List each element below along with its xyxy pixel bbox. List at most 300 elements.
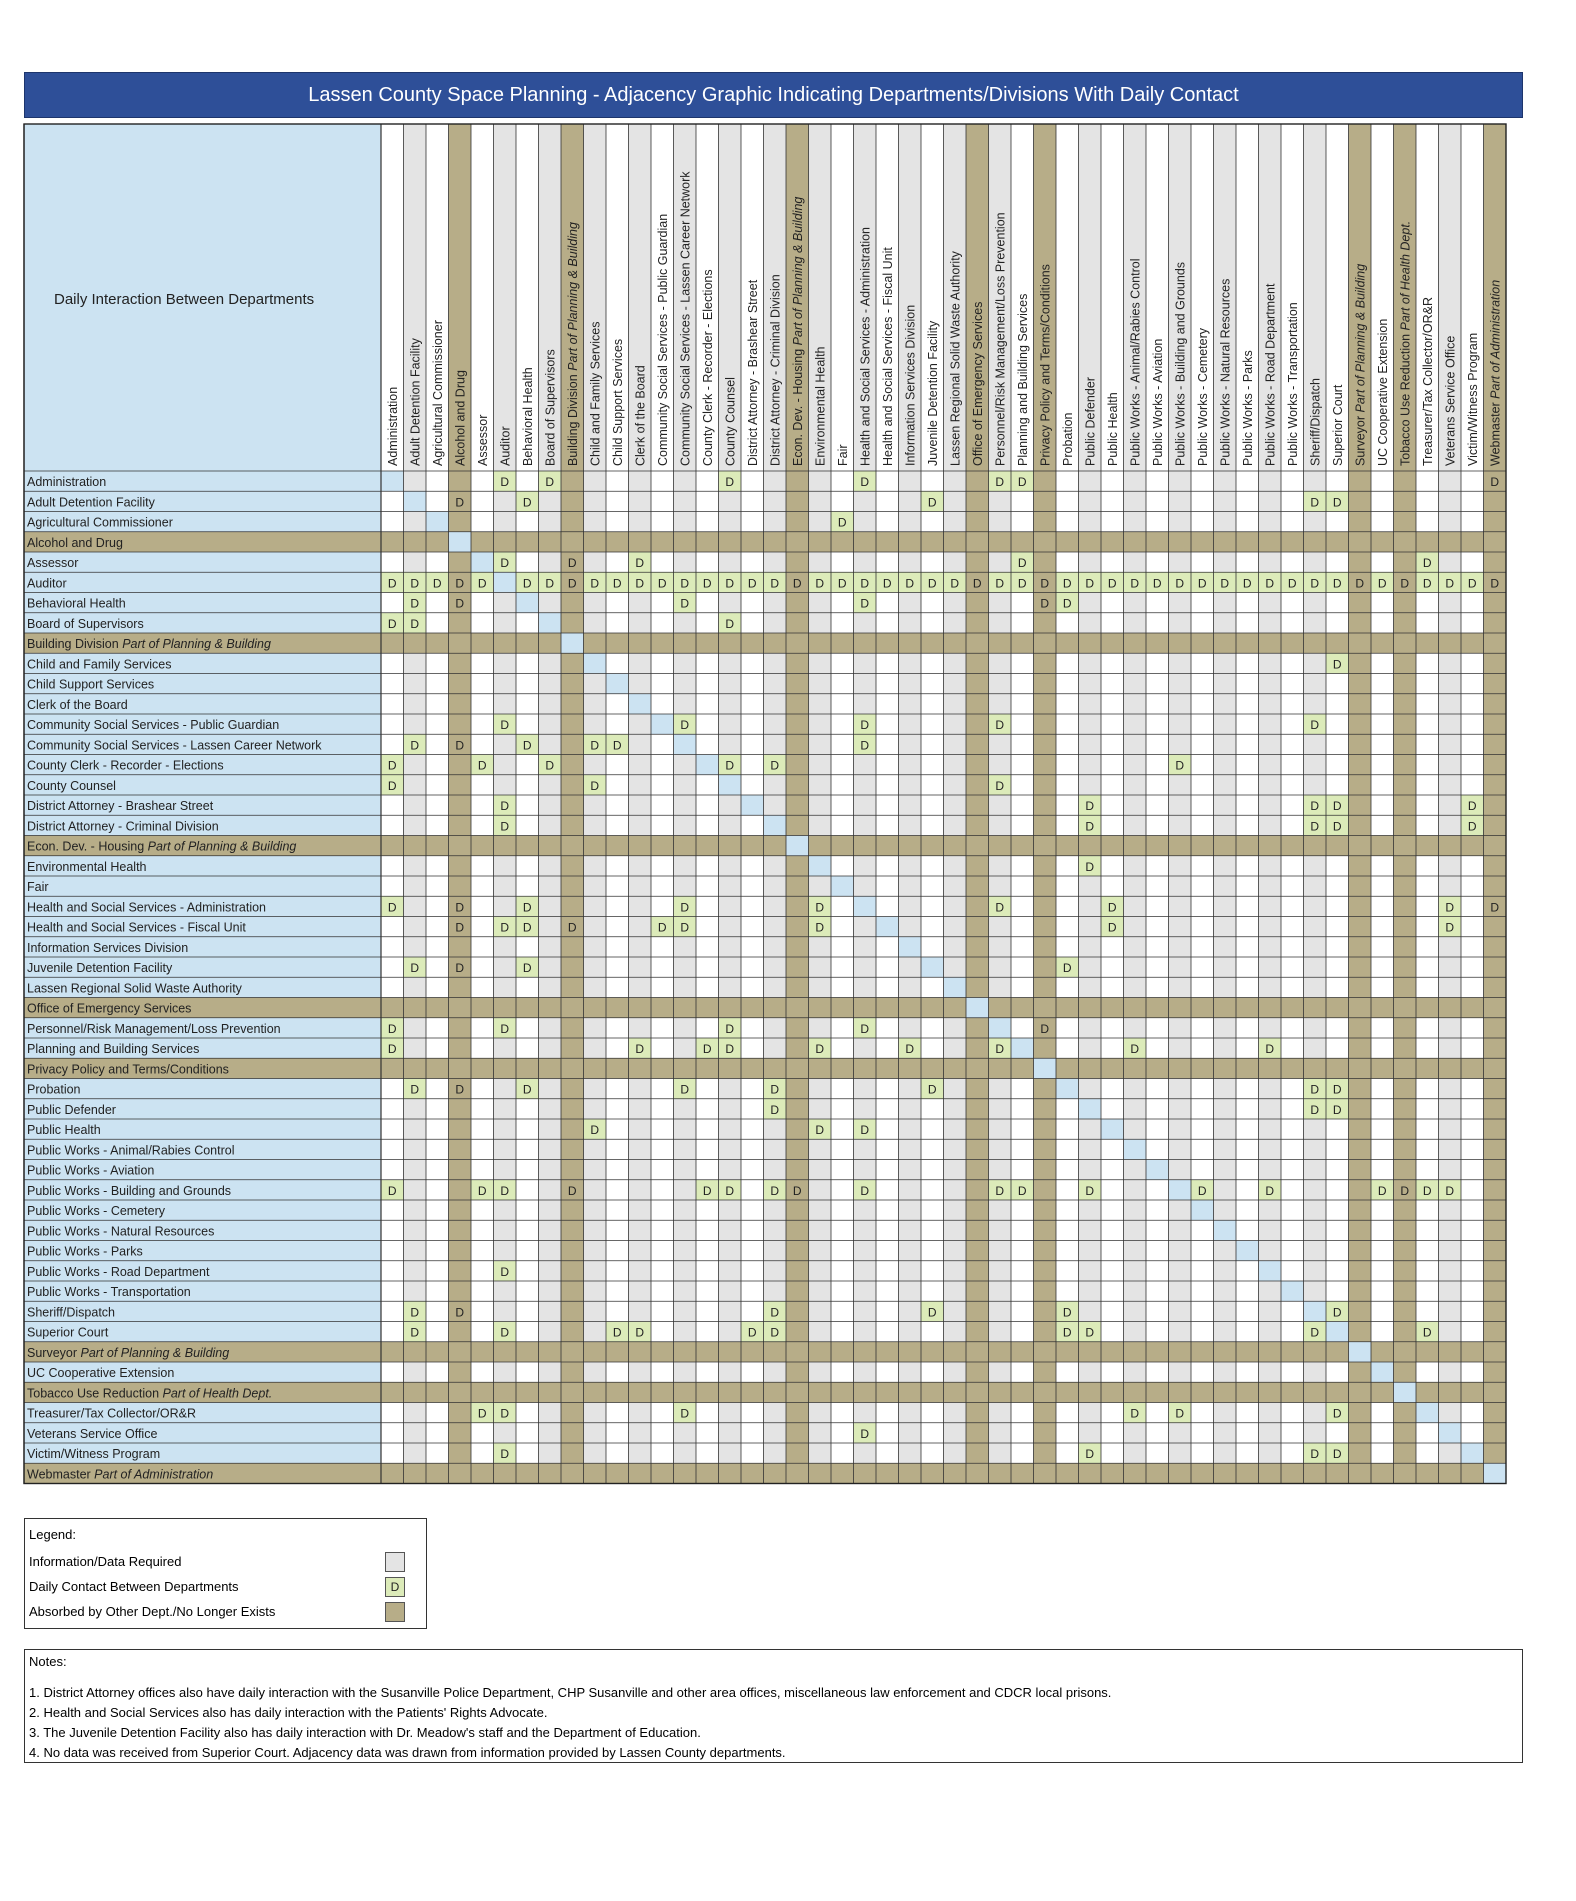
matrix-cell — [1349, 1058, 1372, 1078]
matrix-cell — [606, 512, 629, 532]
daily-contact-mark: D — [860, 1123, 870, 1137]
daily-contact-mark: D — [1017, 576, 1027, 591]
matrix-cell — [1281, 694, 1304, 714]
daily-contact-mark: D — [1085, 1447, 1095, 1461]
matrix-cell — [764, 795, 787, 815]
matrix-cell — [899, 1058, 922, 1078]
row-header-label: Public Health — [27, 1123, 101, 1137]
row-header-label: Building Division Part of Planning & Building — [27, 637, 271, 651]
daily-contact-mark: D — [500, 1264, 510, 1279]
matrix-cell — [764, 1038, 787, 1058]
legend-label: Information/Data Required — [29, 1554, 182, 1569]
matrix-cell — [989, 1200, 1012, 1220]
matrix-cell — [1349, 998, 1372, 1018]
col-header-label: Adult Detention Facility — [408, 338, 423, 466]
matrix-cell — [809, 613, 832, 633]
matrix-cell — [381, 1281, 404, 1301]
matrix-cell — [651, 613, 674, 633]
matrix-cell — [1101, 1241, 1124, 1261]
matrix-cell — [516, 937, 539, 957]
matrix-cell — [1439, 1079, 1462, 1099]
matrix-cell — [1079, 1079, 1102, 1099]
matrix-cell — [989, 1261, 1012, 1281]
matrix-cell — [561, 1200, 584, 1220]
matrix-cell — [1461, 896, 1484, 916]
matrix-cell — [1079, 977, 1102, 997]
matrix-cell — [1461, 1038, 1484, 1058]
matrix-cell — [1124, 1342, 1147, 1362]
matrix-cell — [944, 714, 967, 734]
matrix-cell — [899, 1382, 922, 1402]
matrix-cell — [1034, 1038, 1057, 1058]
matrix-cell — [1484, 1342, 1507, 1362]
matrix-cell — [1281, 471, 1304, 491]
matrix-cell — [381, 1423, 404, 1443]
matrix-cell — [1326, 998, 1349, 1018]
matrix-cell — [494, 755, 517, 775]
matrix-cell — [539, 633, 562, 653]
matrix-cell — [1034, 512, 1057, 532]
matrix-cell — [1236, 674, 1259, 694]
matrix-cell — [719, 593, 742, 613]
matrix-cell — [1439, 471, 1462, 491]
matrix-cell — [1191, 512, 1214, 532]
matrix-cell — [1214, 1139, 1237, 1159]
matrix-cell — [561, 1362, 584, 1382]
matrix-cell — [449, 1099, 472, 1119]
matrix-cell — [1484, 815, 1507, 835]
matrix-cell — [584, 653, 607, 673]
matrix-cell — [876, 856, 899, 876]
matrix-cell — [1281, 1220, 1304, 1240]
matrix-cell — [1371, 593, 1394, 613]
matrix-cell — [539, 1038, 562, 1058]
daily-contact-mark: D — [860, 1426, 870, 1441]
matrix-cell — [876, 1301, 899, 1321]
row-header-label: County Counsel — [27, 778, 116, 793]
matrix-cell — [1191, 613, 1214, 633]
matrix-cell — [1394, 836, 1417, 856]
matrix-cell — [1281, 593, 1304, 613]
matrix-cell — [966, 1200, 989, 1220]
col-header-label: County Counsel — [723, 377, 738, 466]
matrix-cell — [561, 795, 584, 815]
matrix-cell — [696, 856, 719, 876]
matrix-cell — [1056, 1119, 1079, 1139]
matrix-cell — [674, 775, 697, 795]
matrix-cell — [1461, 1180, 1484, 1200]
matrix-cell — [1214, 674, 1237, 694]
matrix-cell — [426, 1058, 449, 1078]
matrix-cell — [584, 613, 607, 633]
matrix-cell — [539, 593, 562, 613]
matrix-cell — [1326, 876, 1349, 896]
matrix-cell — [516, 755, 539, 775]
matrix-cell — [921, 1018, 944, 1038]
matrix-cell — [1371, 1139, 1394, 1159]
matrix-cell — [404, 876, 427, 896]
matrix-cell — [1259, 1463, 1282, 1483]
matrix-cell — [719, 653, 742, 673]
matrix-cell — [606, 1180, 629, 1200]
matrix-cell — [539, 512, 562, 532]
matrix-cell — [1236, 1139, 1259, 1159]
matrix-cell — [786, 674, 809, 694]
matrix-cell — [1281, 653, 1304, 673]
matrix-cell — [449, 795, 472, 815]
col-header-label: Webmaster Part of Administration — [1488, 279, 1503, 466]
col-header-label: Public Works - Road Department — [1263, 283, 1278, 466]
daily-contact-mark: D — [860, 576, 870, 591]
matrix-cell — [516, 1099, 539, 1119]
matrix-cell — [1101, 491, 1124, 511]
matrix-cell — [516, 1281, 539, 1301]
matrix-cell — [786, 1139, 809, 1159]
matrix-cell — [831, 491, 854, 511]
matrix-cell — [809, 552, 832, 572]
matrix-cell — [1034, 694, 1057, 714]
matrix-cell — [404, 674, 427, 694]
matrix-cell — [1371, 795, 1394, 815]
daily-contact-mark: D — [770, 1082, 780, 1097]
matrix-cell — [1439, 937, 1462, 957]
matrix-cell — [1079, 1342, 1102, 1362]
daily-contact-mark: D — [1175, 1406, 1185, 1421]
matrix-cell — [1236, 532, 1259, 552]
matrix-cell — [696, 1362, 719, 1382]
matrix-cell — [1214, 755, 1237, 775]
matrix-cell — [584, 1139, 607, 1159]
matrix-cell — [786, 1038, 809, 1058]
matrix-cell — [629, 1423, 652, 1443]
matrix-cell — [1394, 734, 1417, 754]
matrix-cell — [1484, 1038, 1507, 1058]
matrix-cell — [944, 633, 967, 653]
matrix-cell — [1146, 876, 1169, 896]
matrix-cell — [1079, 1261, 1102, 1281]
matrix-cell — [1034, 977, 1057, 997]
matrix-cell — [1146, 1463, 1169, 1483]
matrix-cell — [1259, 1200, 1282, 1220]
matrix-cell — [696, 815, 719, 835]
daily-contact-mark: D — [1085, 819, 1095, 834]
matrix-cell — [381, 856, 404, 876]
matrix-cell — [1124, 896, 1147, 916]
matrix-cell — [764, 552, 787, 572]
matrix-cell — [1416, 1403, 1439, 1423]
matrix-cell — [381, 957, 404, 977]
daily-contact-mark: D — [1310, 495, 1320, 510]
matrix-cell — [381, 593, 404, 613]
matrix-cell — [1011, 1261, 1034, 1281]
matrix-cell — [809, 1342, 832, 1362]
matrix-cell — [696, 998, 719, 1018]
matrix-cell — [584, 815, 607, 835]
matrix-cell — [1394, 1160, 1417, 1180]
matrix-cell — [809, 1382, 832, 1402]
matrix-cell — [876, 1382, 899, 1402]
matrix-cell — [449, 856, 472, 876]
matrix-cell — [381, 552, 404, 572]
daily-contact-mark: D — [995, 1042, 1005, 1056]
matrix-cell — [764, 917, 787, 937]
matrix-cell — [1416, 532, 1439, 552]
matrix-cell — [1101, 613, 1124, 633]
matrix-cell — [899, 593, 922, 613]
matrix-cell — [764, 1443, 787, 1463]
legend-item-daily — [29, 1576, 419, 1598]
matrix-cell — [1304, 977, 1327, 997]
matrix-cell — [899, 775, 922, 795]
matrix-cell — [404, 1139, 427, 1159]
matrix-cell — [1416, 795, 1439, 815]
matrix-cell — [786, 1261, 809, 1281]
matrix-cell — [426, 674, 449, 694]
matrix-cell — [1214, 1099, 1237, 1119]
matrix-cell — [449, 1160, 472, 1180]
matrix-cell — [1079, 1220, 1102, 1240]
matrix-cell — [1281, 755, 1304, 775]
matrix-cell — [584, 836, 607, 856]
matrix-cell — [1461, 532, 1484, 552]
matrix-cell — [854, 1463, 877, 1483]
matrix-cell — [426, 613, 449, 633]
daily-contact-mark: D — [635, 576, 645, 591]
matrix-cell — [831, 1241, 854, 1261]
matrix-cell — [854, 1079, 877, 1099]
matrix-cell — [1214, 653, 1237, 673]
matrix-cell — [494, 633, 517, 653]
matrix-cell — [516, 1200, 539, 1220]
matrix-cell — [854, 1160, 877, 1180]
matrix-cell — [944, 775, 967, 795]
matrix-cell — [1124, 674, 1147, 694]
matrix-cell — [1169, 714, 1192, 734]
daily-contact-mark: D — [770, 1183, 780, 1198]
matrix-cell — [1101, 1119, 1124, 1139]
matrix-cell — [786, 1301, 809, 1321]
matrix-cell — [696, 775, 719, 795]
matrix-cell — [876, 1160, 899, 1180]
matrix-cell — [449, 1443, 472, 1463]
matrix-cell — [516, 856, 539, 876]
matrix-cell — [809, 957, 832, 977]
matrix-cell — [471, 1301, 494, 1321]
matrix-cell — [1101, 1261, 1124, 1281]
row-header-label: Environmental Health — [27, 859, 147, 874]
matrix-cell — [899, 1403, 922, 1423]
matrix-cell — [944, 836, 967, 856]
matrix-cell — [831, 734, 854, 754]
matrix-cell — [629, 1443, 652, 1463]
matrix-cell — [606, 1281, 629, 1301]
matrix-cell — [1191, 1342, 1214, 1362]
matrix-cell — [1079, 1200, 1102, 1220]
matrix-cell — [876, 836, 899, 856]
legend-title: Legend: — [29, 1527, 76, 1542]
matrix-cell — [966, 1423, 989, 1443]
matrix-cell — [516, 1403, 539, 1423]
matrix-cell — [1281, 1099, 1304, 1119]
daily-contact-mark: D — [455, 596, 465, 611]
matrix-cell — [1484, 1160, 1507, 1180]
row-header-label: Econ. Dev. - Housing Part of Planning & Building — [27, 839, 297, 854]
matrix-cell — [381, 734, 404, 754]
matrix-cell — [651, 957, 674, 977]
matrix-cell — [1349, 1261, 1372, 1281]
matrix-cell — [809, 674, 832, 694]
matrix-cell — [1056, 694, 1079, 714]
matrix-cell — [1011, 1281, 1034, 1301]
row-header-label: Public Works - Road Department — [27, 1264, 210, 1279]
matrix-cell — [944, 1099, 967, 1119]
matrix-cell — [921, 532, 944, 552]
daily-contact-mark: D — [1490, 900, 1500, 915]
matrix-cell — [651, 593, 674, 613]
matrix-cell — [696, 896, 719, 916]
matrix-cell — [921, 1261, 944, 1281]
matrix-cell — [1146, 1160, 1169, 1180]
matrix-cell — [1214, 815, 1237, 835]
matrix-cell — [606, 491, 629, 511]
matrix-cell — [764, 836, 787, 856]
matrix-cell — [1484, 734, 1507, 754]
daily-contact-mark: D — [567, 556, 577, 570]
matrix-cell — [876, 1443, 899, 1463]
matrix-cell — [606, 1139, 629, 1159]
matrix-cell — [921, 1160, 944, 1180]
matrix-cell — [1101, 471, 1124, 491]
matrix-cell — [1214, 1160, 1237, 1180]
matrix-cell — [516, 1362, 539, 1382]
matrix-cell — [674, 633, 697, 653]
matrix-cell — [786, 532, 809, 552]
matrix-cell — [426, 836, 449, 856]
matrix-cell — [1349, 593, 1372, 613]
matrix-cell — [1124, 1423, 1147, 1443]
matrix-cell — [1079, 876, 1102, 896]
matrix-cell — [629, 633, 652, 653]
col-header-label: District Attorney - Brashear Street — [745, 279, 760, 466]
matrix-cell — [899, 1119, 922, 1139]
daily-contact-mark: D — [500, 1406, 510, 1421]
matrix-cell — [1034, 998, 1057, 1018]
matrix-cell — [944, 1200, 967, 1220]
matrix-cell — [741, 1200, 764, 1220]
matrix-cell — [449, 1139, 472, 1159]
matrix-cell — [1011, 755, 1034, 775]
matrix-cell — [1304, 836, 1327, 856]
matrix-cell — [1236, 957, 1259, 977]
matrix-cell — [719, 1362, 742, 1382]
matrix-cell — [516, 1382, 539, 1402]
matrix-cell — [1236, 1220, 1259, 1240]
matrix-cell — [584, 1058, 607, 1078]
matrix-cell — [1236, 1423, 1259, 1443]
matrix-cell — [1079, 1119, 1102, 1139]
matrix-cell — [966, 1322, 989, 1342]
daily-contact-mark: D — [500, 1183, 510, 1198]
matrix-cell — [876, 815, 899, 835]
matrix-cell — [1079, 471, 1102, 491]
matrix-cell — [944, 1403, 967, 1423]
legend — [24, 1518, 427, 1629]
matrix-cell — [1034, 1180, 1057, 1200]
matrix-cell — [1281, 1342, 1304, 1362]
daily-contact-mark: D — [612, 576, 622, 591]
matrix-cell — [674, 734, 697, 754]
matrix-cell — [1101, 815, 1124, 835]
matrix-cell — [1191, 775, 1214, 795]
matrix-cell — [629, 1119, 652, 1139]
matrix-cell — [651, 653, 674, 673]
col-header-label: Lassen Regional Solid Waste Authority — [948, 251, 963, 466]
matrix-cell — [1191, 876, 1214, 896]
matrix-cell — [764, 1241, 787, 1261]
matrix-cell — [966, 1241, 989, 1261]
matrix-cell — [1371, 674, 1394, 694]
matrix-cell — [1326, 694, 1349, 714]
matrix-cell — [1281, 977, 1304, 997]
matrix-cell — [719, 937, 742, 957]
matrix-cell — [606, 1403, 629, 1423]
matrix-cell — [381, 1139, 404, 1159]
matrix-cell — [741, 512, 764, 532]
matrix-cell — [809, 1362, 832, 1382]
matrix-cell — [1394, 593, 1417, 613]
matrix-cell — [1416, 1443, 1439, 1463]
matrix-cell — [539, 1342, 562, 1362]
matrix-cell — [876, 552, 899, 572]
matrix-cell — [674, 552, 697, 572]
matrix-cell — [1146, 1322, 1169, 1342]
matrix-cell — [899, 856, 922, 876]
matrix-cell — [944, 1180, 967, 1200]
matrix-cell — [516, 775, 539, 795]
matrix-cell — [764, 1139, 787, 1159]
matrix-cell — [989, 1281, 1012, 1301]
matrix-cell — [606, 896, 629, 916]
matrix-cell — [584, 1099, 607, 1119]
matrix-cell — [1124, 1362, 1147, 1382]
matrix-cell — [1191, 1423, 1214, 1443]
matrix-cell — [1056, 815, 1079, 835]
matrix-cell — [561, 876, 584, 896]
matrix-cell — [404, 1160, 427, 1180]
matrix-cell — [426, 1200, 449, 1220]
matrix-cell — [449, 1261, 472, 1281]
matrix-cell — [854, 957, 877, 977]
daily-contact-mark: D — [410, 1305, 420, 1320]
matrix-cell — [1146, 694, 1169, 714]
daily-contact-mark: D — [1310, 799, 1320, 813]
matrix-cell — [1416, 1342, 1439, 1362]
matrix-cell — [696, 1382, 719, 1402]
matrix-cell — [404, 1200, 427, 1220]
matrix-cell — [1416, 593, 1439, 613]
matrix-cell — [606, 1261, 629, 1281]
matrix-cell — [651, 1220, 674, 1240]
matrix-cell — [584, 674, 607, 694]
matrix-cell — [1124, 491, 1147, 511]
matrix-cell — [1326, 937, 1349, 957]
matrix-cell — [1439, 1423, 1462, 1443]
notes — [24, 1649, 1523, 1763]
matrix-cell — [449, 775, 472, 795]
matrix-cell — [1056, 998, 1079, 1018]
matrix-cell — [1326, 1160, 1349, 1180]
matrix-cell — [539, 1362, 562, 1382]
